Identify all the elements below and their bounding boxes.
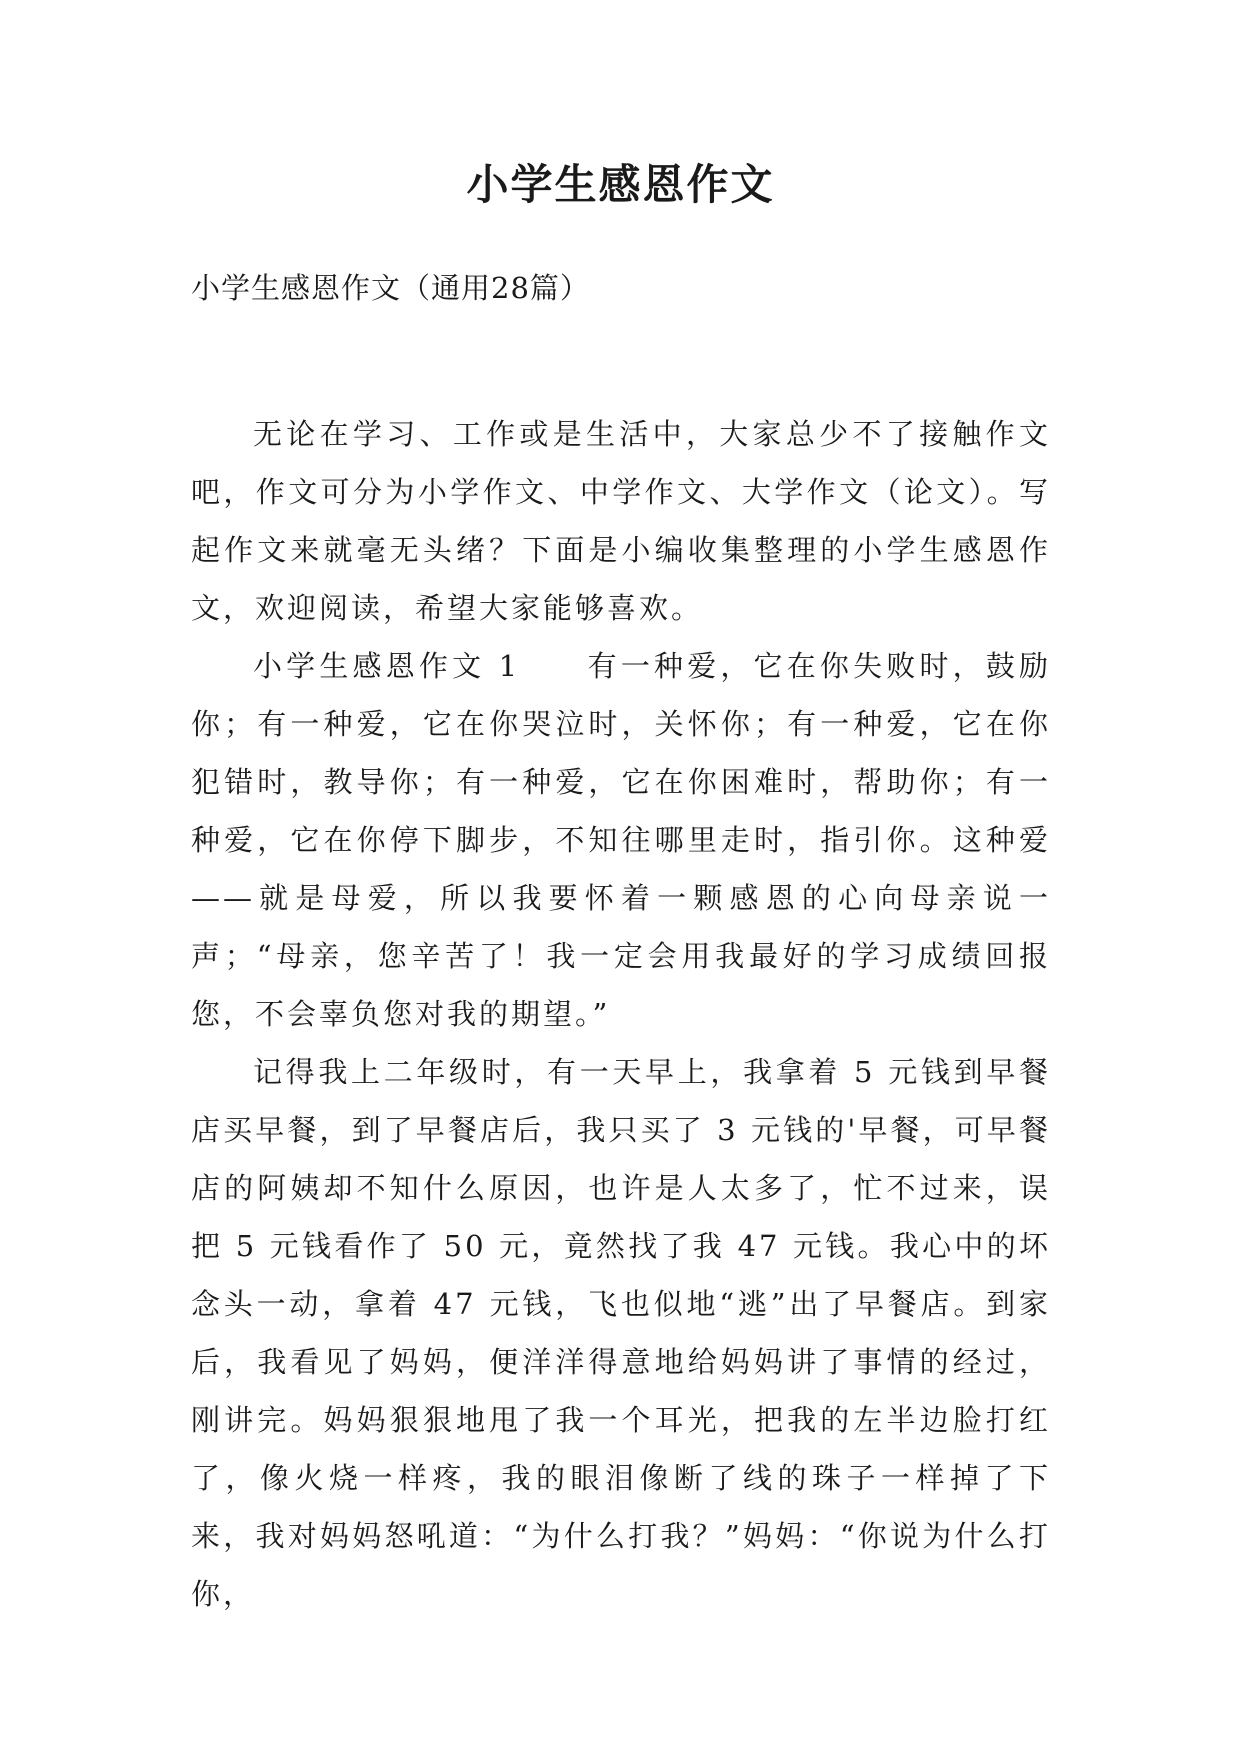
paragraph-essay-1: 小学生感恩作文 1 有一种爱，它在你失败时，鼓励你；有一种爱，它在你哭泣时，关怀你；有一种爱，它在你犯错时，教导你；有一种爱，它在你困难时，帮助你；有一种爱，它在你停下脚步，不知往哪里走时，指引你。这种爱——就是母爱，所以我要怀着一颗感恩的心向母亲说一声；“母亲，您辛苦了！我一定会用我最好的学习成绩回报您，不会辜负您对我的期望。” [191, 649, 1051, 1031]
paragraph-memory: 记得我上二年级时，有一天早上，我拿着 5 元钱到早餐店买早餐，到了早餐店后，我只买了 3 元钱的'早餐，可早餐店的阿姨却不知什么原因，也许是人太多了，忙不过来，误把 5 元钱看作了 50 元，竟然找了我 47 元钱。我心中的坏念头一动，拿着 47 元钱，飞也似地“逃”出了早餐店。到家后，我看见了妈妈，便洋洋得意地给妈妈讲了事情的经过，刚讲完。妈妈狠狠地甩了我一个耳光，把我的左半边脸打红了，像火烧一样疼，我的眼泪像断了线的珠子一样掉了下来，我对妈妈怒吼道：“为什么打我？”妈妈：“你说为什么打你， [191, 1055, 1051, 1611]
document-title: 小学生感恩作文 [466, 160, 775, 209]
document-body [191, 405, 1051, 1623]
paragraph-intro: 无论在学习、工作或是生活中，大家总少不了接触作文吧，作文可分为小学作文、中学作文、大学作文（论文）。写起作文来就毫无头绪？下面是小编收集整理的小学生感恩作文，欢迎阅读，希望大家能够喜欢。 [191, 417, 1051, 625]
document-subtitle: 小学生感恩作文（通用28篇） [191, 271, 590, 305]
